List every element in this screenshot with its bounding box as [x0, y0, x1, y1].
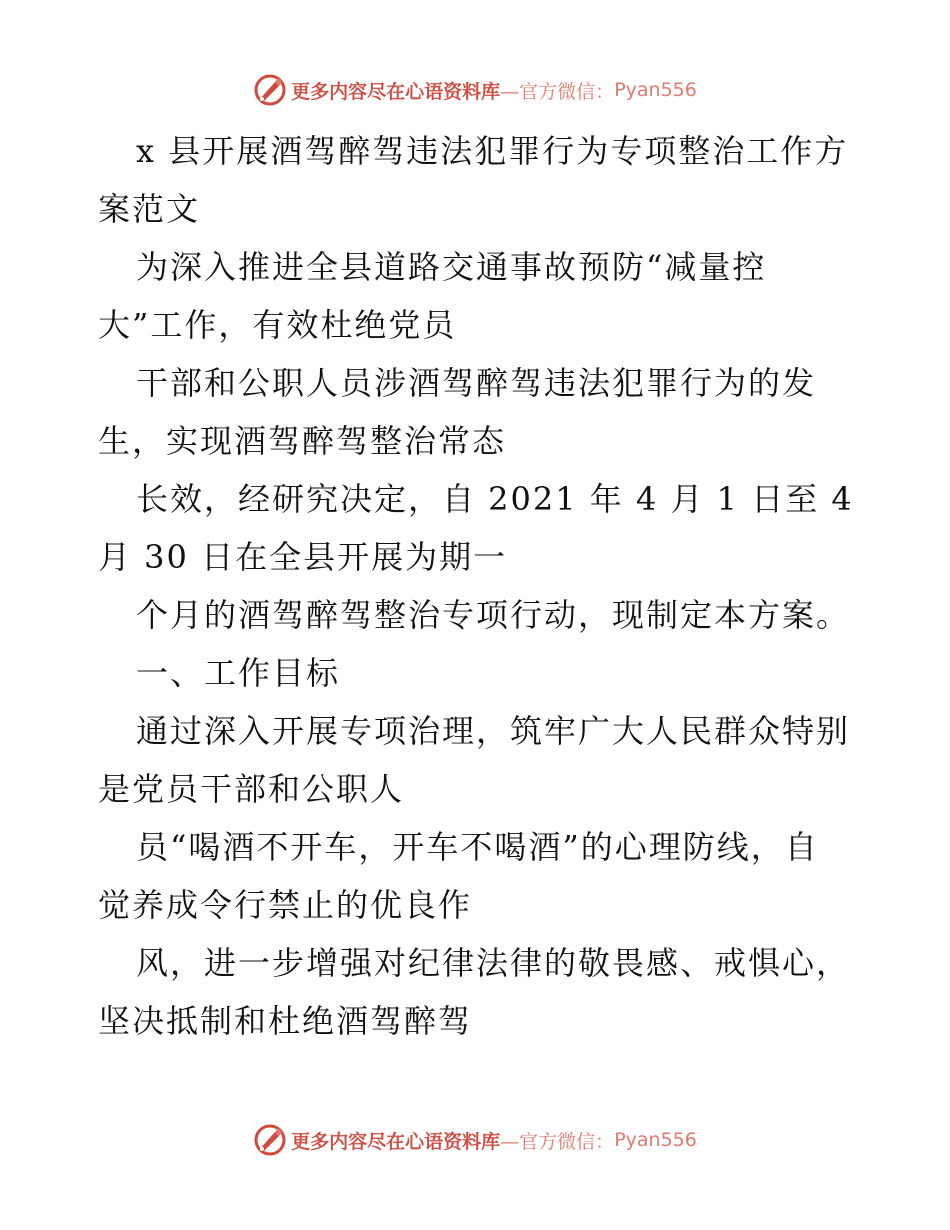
- paragraph-line: 干部和公职人员涉酒驾醉驾违法犯罪行为的发: [136, 364, 817, 402]
- watermark-sub-text: —官方微信：: [500, 80, 615, 103]
- watermark-main-text: 更多内容尽在心语资料库: [291, 80, 501, 103]
- watermark-main-text: 更多内容尽在心语资料库: [291, 1130, 501, 1153]
- paragraph-line: 大”工作，有效杜绝党员: [98, 306, 457, 344]
- paragraph-line: 个月的酒驾醉驾整治专项行动，现制定本方案。: [136, 596, 851, 634]
- pen-logo-icon: [253, 73, 287, 107]
- section-heading: 一、工作目标: [136, 654, 341, 692]
- watermark-id-text: Pyan556: [614, 79, 697, 101]
- paragraph-line: 为深入推进全县道路交通事故预防“减量控: [136, 248, 767, 286]
- paragraph-line: 月 30 日在全县开展为期一: [98, 538, 508, 576]
- watermark-id-text: Pyan556: [614, 1129, 697, 1151]
- paragraph-line: 觉养成令行禁止的优良作: [98, 886, 473, 924]
- document-body: [98, 122, 858, 1050]
- watermark-sub-text: —官方微信：: [500, 1130, 615, 1153]
- title-line-2: 案范文: [98, 190, 201, 228]
- paragraph-line: 员“喝酒不开车，开车不喝酒”的心理防线，自: [136, 828, 819, 866]
- paragraph-line: 是党员干部和公职人: [98, 770, 405, 808]
- header-watermark: [0, 70, 950, 110]
- paragraph-line: 通过深入开展专项治理，筑牢广大人民群众特别: [136, 712, 851, 750]
- footer-watermark: [0, 1120, 950, 1160]
- title-line-1: x 县开展酒驾醉驾违法犯罪行为专项整治工作方: [136, 132, 849, 170]
- paragraph-line: 长效，经研究决定，自 2021 年 4 月 1 日至 4: [136, 480, 854, 518]
- pen-logo-icon: [253, 1123, 287, 1157]
- paragraph-line: 风，进一步增强对纪律法律的敬畏感、戒惧心，: [136, 944, 851, 982]
- paragraph-line: 生，实现酒驾醉驾整治常态: [98, 422, 507, 460]
- paragraph-line: 坚决抵制和杜绝酒驾醉驾: [98, 1002, 473, 1040]
